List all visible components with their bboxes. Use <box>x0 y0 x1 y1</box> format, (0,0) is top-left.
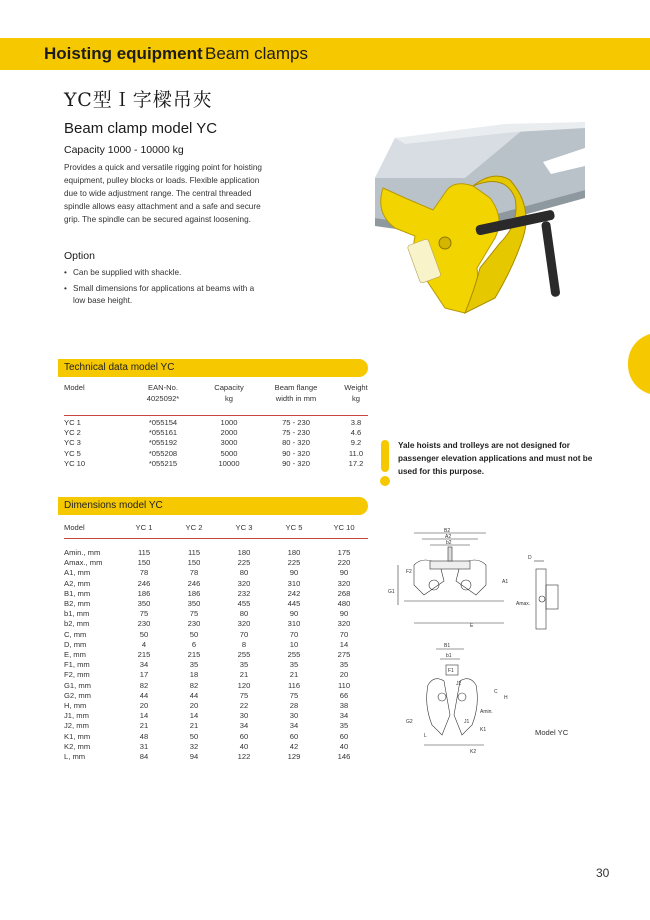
dimension-value: 80 <box>239 609 249 619</box>
table-row <box>64 681 369 691</box>
dimension-value: 4 <box>141 639 147 649</box>
dimension-value: 34 <box>289 721 299 731</box>
table-row <box>64 558 369 568</box>
svg-text:G2: G2 <box>406 719 413 725</box>
dimension-value: 82 <box>189 680 199 690</box>
dimension-label: A2, mm <box>64 578 91 588</box>
dimension-value: 220 <box>337 558 351 568</box>
svg-text:J2: J2 <box>456 681 462 687</box>
svg-text:C: C <box>494 689 498 695</box>
dimension-label: b1, mm <box>64 609 90 619</box>
dimension-value: 14 <box>189 711 199 721</box>
dimension-value: 129 <box>287 752 301 762</box>
dimension-value: 115 <box>187 548 201 557</box>
dimension-value: 75 <box>139 609 149 619</box>
table-row: YC 1 *055154 1000 75 - 230 3.8 <box>64 418 362 427</box>
dimension-value: 22 <box>239 701 249 711</box>
dimension-value: 186 <box>187 588 201 598</box>
svg-text:F2: F2 <box>406 569 412 575</box>
dimension-value: 70 <box>239 629 249 639</box>
dimension-value: 38 <box>339 701 349 711</box>
tech-header-capacity: Capacity kg <box>214 383 244 403</box>
table-row <box>64 752 369 762</box>
side-tab <box>628 333 650 395</box>
dimension-value: 31 <box>139 741 149 751</box>
dimension-value: 18 <box>189 670 199 680</box>
dimension-value: 70 <box>339 629 349 639</box>
dimension-value: 320 <box>237 619 251 629</box>
dimension-value: 60 <box>239 731 249 741</box>
dimension-value: 115 <box>137 548 151 557</box>
dimension-value: 66 <box>339 690 349 700</box>
dimension-value: 255 <box>287 650 301 660</box>
dimension-value: 246 <box>187 578 201 588</box>
dimension-value: 90 <box>289 568 299 578</box>
dimension-label: F1, mm <box>64 660 90 670</box>
option-list <box>64 267 264 311</box>
table-row <box>64 589 369 599</box>
dimension-value: 35 <box>289 660 299 670</box>
table-row: YC 10 *055215 10000 90 - 320 17.2 <box>64 458 364 468</box>
dimension-value: 21 <box>139 721 149 731</box>
dimension-value: 35 <box>339 660 349 670</box>
dimension-value: 75 <box>239 690 249 700</box>
svg-text:b1: b1 <box>446 653 452 659</box>
dim-header: Model <box>64 522 85 532</box>
svg-text:F1: F1 <box>448 668 454 674</box>
dimension-value: 48 <box>139 731 149 741</box>
svg-text:D: D <box>528 555 532 561</box>
dimension-value: 90 <box>339 609 349 619</box>
technical-section-title: Technical data model YC <box>64 362 175 373</box>
dimension-value: 34 <box>139 660 149 670</box>
dimension-label: J2, mm <box>64 721 89 731</box>
table-row <box>64 568 369 578</box>
dimension-value: 40 <box>239 741 249 751</box>
dim-header: YC 10 <box>333 522 355 532</box>
svg-text:Amin.: Amin. <box>480 709 493 715</box>
dimension-value: 150 <box>187 558 201 568</box>
dimension-value: 70 <box>289 629 299 639</box>
chinese-title: YC型Ｉ字樑吊夾 <box>64 89 213 111</box>
dimension-label: H, mm <box>64 701 87 711</box>
svg-text:H: H <box>504 695 508 701</box>
dimension-value: 268 <box>337 588 351 598</box>
dimension-value: 455 <box>237 599 251 609</box>
dimension-value: 230 <box>137 619 151 629</box>
table-row <box>64 619 369 629</box>
dimension-value: 30 <box>289 711 299 721</box>
technical-section-bar <box>58 359 368 377</box>
page-subtitle: Beam clamps <box>205 44 308 63</box>
dimension-value: 82 <box>139 680 149 690</box>
dimension-value: 8 <box>241 639 247 649</box>
svg-text:J1: J1 <box>464 719 470 725</box>
dimensions-table-body <box>64 534 369 762</box>
dimension-value: 350 <box>187 599 201 609</box>
dimension-value: 40 <box>339 741 349 751</box>
dimension-value: 310 <box>287 578 301 588</box>
dimension-value: 255 <box>237 650 251 660</box>
table-row <box>64 701 369 711</box>
dimension-value: 310 <box>287 619 301 629</box>
table-row: YC 2 *055161 2000 75 - 230 4.6 <box>64 428 362 438</box>
dimension-value: 122 <box>237 752 251 762</box>
dimension-label: Amin., mm <box>64 548 101 557</box>
dimension-label: J1, mm <box>64 711 89 721</box>
svg-text:G1: G1 <box>388 589 395 595</box>
dimension-value: 14 <box>139 711 149 721</box>
dimension-value: 242 <box>287 588 301 598</box>
dimension-value: 75 <box>189 609 199 619</box>
dimension-value: 225 <box>237 558 251 568</box>
dimension-value: 34 <box>239 721 249 731</box>
svg-text:K2: K2 <box>470 749 477 755</box>
dimension-value: 6 <box>191 639 197 649</box>
dimension-value: 10 <box>289 639 299 649</box>
tech-header-model: Model <box>64 383 85 392</box>
dimension-value: 21 <box>239 670 249 680</box>
dimension-value: 50 <box>139 629 149 639</box>
dimension-value: 20 <box>139 701 149 711</box>
dimension-value: 78 <box>139 568 149 578</box>
table-row <box>64 599 369 609</box>
dimension-label: C, mm <box>64 629 87 639</box>
dimension-label: F2, mm <box>64 670 90 680</box>
table-row <box>64 579 369 589</box>
dimension-value: 34 <box>339 711 349 721</box>
dimension-value: 21 <box>189 721 199 731</box>
svg-text:A2: A2 <box>445 534 452 540</box>
svg-text:B2: B2 <box>444 528 451 534</box>
dimension-label: K1, mm <box>64 731 91 741</box>
dimension-value: 20 <box>339 670 349 680</box>
dim-header: YC 5 <box>285 522 303 532</box>
dimension-label: E, mm <box>64 650 86 660</box>
dimension-value: 320 <box>337 578 351 588</box>
dimension-value: 180 <box>287 548 301 557</box>
svg-text:B1: B1 <box>444 643 451 649</box>
dimension-value: 90 <box>289 609 299 619</box>
dimension-value: 84 <box>139 752 149 762</box>
tech-header-rule <box>64 415 368 416</box>
table-row <box>64 732 369 742</box>
dimension-label: G1, mm <box>64 680 92 690</box>
dimension-value: 14 <box>339 639 349 649</box>
dimension-value: 186 <box>137 588 151 598</box>
dimension-value: 78 <box>189 568 199 578</box>
table-row <box>64 609 369 619</box>
model-title: Beam clamp model YC <box>64 120 218 137</box>
dimension-value: 28 <box>289 701 299 711</box>
table-row: YC 5 *055208 5000 90 - 320 11.0 <box>64 448 364 458</box>
tech-header-ean: EAN-No. 4025092* <box>146 383 180 403</box>
dimension-value: 17 <box>139 670 149 680</box>
beam-clamp-photo <box>355 118 585 318</box>
dimension-value: 110 <box>337 680 351 690</box>
dimension-value: 35 <box>339 721 349 731</box>
dim-header: YC 2 <box>185 522 203 532</box>
dimension-value: 44 <box>139 690 149 700</box>
dimension-value: 146 <box>337 752 351 762</box>
dimension-label: K2, mm <box>64 741 91 751</box>
option-item: • Can be supplied with shackle. <box>64 267 264 279</box>
dimension-value: 480 <box>337 599 351 609</box>
svg-text:b2: b2 <box>446 540 452 546</box>
dimension-label: Amax., mm <box>64 558 103 568</box>
dimension-value: 320 <box>237 578 251 588</box>
table-row <box>64 640 369 650</box>
dimension-value: 32 <box>189 741 199 751</box>
table-row <box>64 742 369 752</box>
dimension-value: 20 <box>189 701 199 711</box>
svg-text:Amax.: Amax. <box>516 601 531 607</box>
table-row <box>64 670 369 680</box>
dim-header-rule <box>64 538 368 539</box>
dimension-value: 80 <box>239 568 249 578</box>
table-row: YC 3 *055192 3000 80 - 320 9.2 <box>64 438 362 448</box>
dimension-value: 44 <box>189 690 199 700</box>
dimension-value: 90 <box>339 568 349 578</box>
technical-drawing <box>384 525 584 775</box>
table-row <box>64 650 369 660</box>
dimension-value: 350 <box>137 599 151 609</box>
dim-header: YC 1 <box>135 522 153 532</box>
table-row <box>64 721 369 731</box>
dimension-value: 180 <box>237 548 251 557</box>
dimensions-section-bar <box>58 497 368 515</box>
tech-header-flange: Beam flange width in mm <box>274 383 318 403</box>
dimension-label: G2, mm <box>64 690 92 700</box>
option-item: • Small dimensions for applications at beams with a low base height. <box>64 283 264 307</box>
dimension-value: 150 <box>137 558 151 568</box>
table-row <box>64 711 369 721</box>
dimension-value: 94 <box>189 752 199 762</box>
dimension-label: b2, mm <box>64 619 90 629</box>
dimension-value: 50 <box>189 731 199 741</box>
svg-text:A1: A1 <box>502 579 509 585</box>
dimension-value: 42 <box>289 741 299 751</box>
page-number: 30 <box>596 866 610 880</box>
dimension-value: 30 <box>239 711 249 721</box>
exclamation-icon <box>378 440 392 488</box>
drawing-caption: Model YC <box>535 728 569 737</box>
dimension-value: 445 <box>287 599 301 609</box>
safety-warning: Yale hoists and trolleys are not designed for passenger elevation applications and must not be used for this purpose. <box>398 441 593 476</box>
dimension-value: 225 <box>287 558 301 568</box>
dimension-value: 21 <box>289 670 299 680</box>
dimension-value: 120 <box>237 680 251 690</box>
table-row <box>64 691 369 701</box>
dimension-value: 60 <box>289 731 299 741</box>
svg-text:L: L <box>424 733 427 739</box>
dim-header: YC 3 <box>235 522 253 532</box>
dimension-label: A1, mm <box>64 568 91 578</box>
dimension-value: 35 <box>189 660 199 670</box>
dimension-value: 215 <box>187 650 201 660</box>
technical-table <box>64 382 378 469</box>
dimensions-section-title: Dimensions model YC <box>64 500 163 511</box>
dimension-label: D, mm <box>64 639 87 649</box>
capacity-heading: Capacity 1000 - 10000 kg <box>64 144 184 156</box>
dimension-value: 230 <box>187 619 201 629</box>
dimension-value: 215 <box>137 650 151 660</box>
dimension-value: 50 <box>189 629 199 639</box>
table-row <box>64 630 369 640</box>
dimension-value: 275 <box>337 650 351 660</box>
dimension-value: 75 <box>289 690 299 700</box>
dimension-value: 35 <box>239 660 249 670</box>
svg-text:K1: K1 <box>480 727 487 733</box>
dimension-label: L, mm <box>64 752 86 762</box>
dimension-value: 246 <box>137 578 151 588</box>
dimension-label: B2, mm <box>64 599 91 609</box>
page-title: Hoisting equipment <box>44 44 203 63</box>
dimension-label: B1, mm <box>64 588 91 598</box>
table-row <box>64 660 369 670</box>
option-heading: Option <box>64 250 95 262</box>
dimension-value: 60 <box>339 731 349 741</box>
dimension-value: 320 <box>337 619 351 629</box>
dimension-value: 116 <box>287 680 301 690</box>
product-description: Provides a quick and versatile rigging point for hoisting equipment, pulley blocks or loads. Flexible application due to wide adjustment range. The central threaded spindle allows easy attachment and a safe and secure grip. The spindle can be secured against loosening. <box>64 163 262 224</box>
dimension-value: 175 <box>337 548 351 557</box>
tech-header-weight: Weight kg <box>344 383 368 403</box>
dimension-value: 232 <box>237 588 251 598</box>
dimensions-table <box>64 522 369 762</box>
svg-text:E: E <box>470 623 474 629</box>
table-row <box>64 548 369 558</box>
